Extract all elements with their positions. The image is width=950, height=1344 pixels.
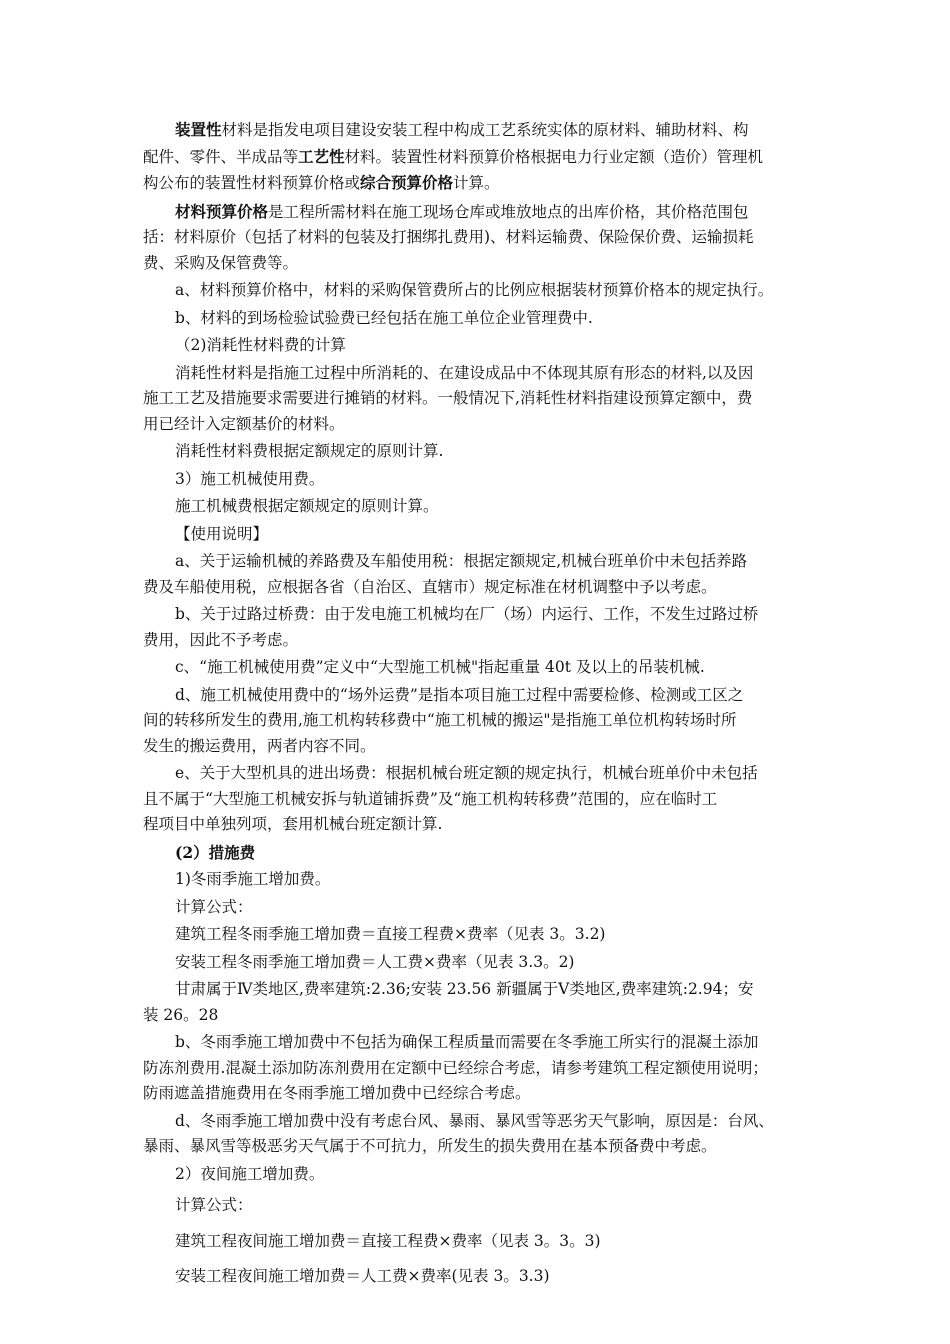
formula-building-night: 建筑工程夜间施工增加费＝直接工程费×费率（见表 3。3。3) — [175, 1231, 601, 1250]
formula-building-winter: 建筑工程冬雨季施工增加费＝直接工程费×费率（见表 3。3.2) — [175, 925, 606, 943]
term-process: 工艺性 — [298, 146, 345, 166]
note-d-offsite-transport: d、施工机械使用费中的“场外运费”是指本项目施工过程中需要检修、检测或工区之 间的转移所发生的费用,施工机构转移费中“施工机械的搬运"是指施工单位机构转场时所 发生的搬运费用，两者内容不同。 — [143, 685, 744, 755]
heading-winter-rain-fee: 1)冬雨季施工增加费。 — [175, 870, 331, 888]
document-body — [143, 117, 811, 1290]
note-c-large-machinery: c、“施工机械使用费”定义中“大型施工机械"指起重量 40t 及以上的吊装机械. — [175, 658, 705, 676]
paragraph-material-price: 材料预算价格是工程所需材料在施工现场仓库或堆放地点的出库价格，其价格范围包 括：材料原价（包括了材料的包装及打捆绑扎费用)、材料运输费、保险保价费、运输损耗 费、采购及保管费等。 — [143, 201, 754, 272]
label-formula-2: 计算公式： — [175, 1196, 253, 1214]
paragraph-consumable-fee: 消耗性材料费根据定额规定的原则计算. — [175, 442, 444, 460]
note-e-entry-exit-fee: e、关于大型机具的进出场费：根据机械台班定额的规定执行，机械台班单价中未包括 且不属于“大型施工机械安拆与轨道铺拆费”及“施工机构转移费”范围的，应在临时工 程项目中单独列项，套用机械台班定额计算. — [143, 764, 758, 833]
label-formula: 计算公式： — [175, 897, 253, 916]
heading-usage-notes: 【使用说明】 — [175, 524, 269, 543]
note-d-severe-weather: d、冬雨季施工增加费中没有考虑台风、暴雨、暴风雪等恶劣天气影响，原因是：台风、 暴雨、暴风雪等极恶劣天气属于不可抗力，所发生的损失费用在基本预备费中考虑。 — [143, 1111, 774, 1155]
note-b-antifreeze: b、冬雨季施工增加费中不包括为确保工程质量而需要在冬季施工所实行的混凝土添加 防冻剂费用.混凝土添加防冻剂费用在定额中已经综合考虑，请参考建筑工程定额使用说明； 防雨遮盖措施费用在冬雨季施工增加费中已经综合考虑。 — [143, 1033, 768, 1102]
paragraph-installation-materials: 装置性材料是指发电项目建设安装工程中构成工艺系统实体的原材料、辅助材料、构 配件、零件、半成品等工艺性材料。装置性材料预算价格根据电力行业定额（造价）管理机 构公布的装置性材料预算价格或综合预算价格计算。 — [143, 120, 764, 192]
paragraph-consumable-materials: 消耗性材料是指施工过程中所消耗的、在建设成品中不体现其原有形态的材料,以及因 施工工艺及措施要求需要进行摊销的材料。一般情况下,消耗性材料指建设预算定额中，费 用已经计入定额基价的材料。 — [143, 363, 754, 433]
note-a-purchase-storage: a、材料预算价格中，材料的采购保管费所占的比例应根据装材预算价格本的规定执行。 — [175, 281, 774, 299]
heading-measures-fee: (2）措施费 — [175, 842, 256, 862]
paragraph-machinery-fee: 施工机械费根据定额规定的原则计算。 — [175, 497, 439, 515]
formula-install-night: 安装工程夜间施工增加费＝人工费×费率(见表 3。3.3) — [175, 1267, 550, 1285]
heading-consumable-materials: （2)消耗性材料费的计算 — [175, 336, 346, 354]
term-composite-price: 综合预算价格 — [360, 173, 454, 192]
note-a-road-tax: a、关于运输机械的养路费及车船使用税：根据定额规定,机械台班单价中未包括养路 费及车船使用税，应根据各省（自治区、直辖市）规定标准在材机调整中予以考虑。 — [143, 552, 748, 596]
heading-machinery-fee: 3）施工机械使用费。 — [175, 469, 325, 488]
heading-night-work-fee: 2）夜间施工增加费。 — [175, 1164, 325, 1183]
note-b-inspection: b、材料的到场检验试验费已经包括在施工单位企业管理费中. — [175, 308, 593, 327]
formula-install-winter: 安装工程冬雨季施工增加费＝人工费×费率（见表 3.3。2) — [175, 952, 575, 971]
term-installation: 装置性 — [175, 120, 222, 139]
term-material-price: 材料预算价格 — [175, 201, 269, 221]
note-b-toll-fee: b、关于过路过桥费：由于发电施工机械均在厂（场）内运行、工作，不发生过路过桥 费用，因此不予考虑。 — [143, 605, 759, 649]
paragraph-region-rates: 甘肃属于Ⅳ类地区,费率建筑:2.36;安装 23.56 新疆属于Ⅴ类地区,费率建筑:2.94；安 装 26。28 — [143, 980, 754, 1024]
